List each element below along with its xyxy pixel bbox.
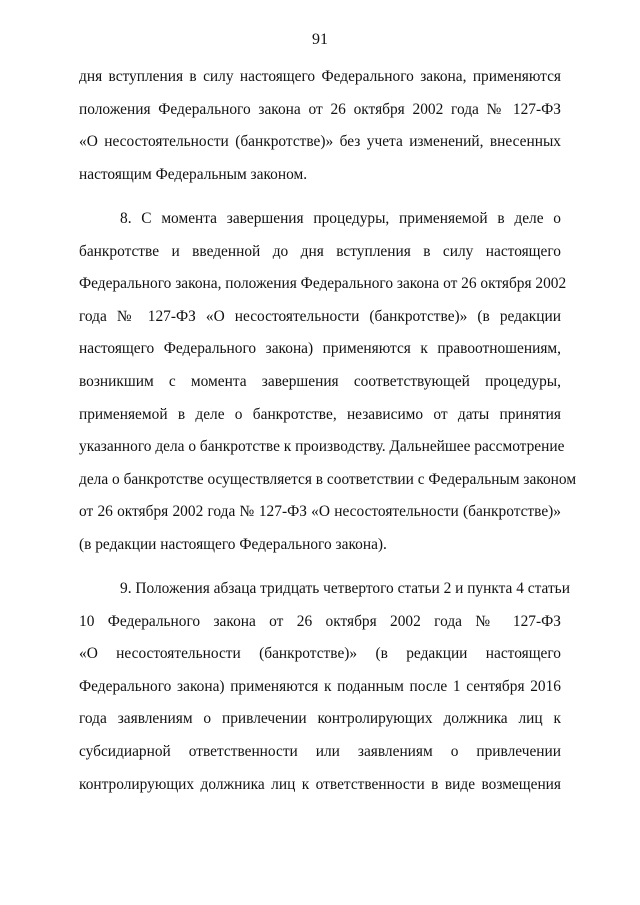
- text-line: субсидиарной ответственности или заявлениям о привлечении: [79, 743, 561, 760]
- text-line: 10 Федерального закона от 26 октября 2002 года № 127-ФЗ: [79, 612, 561, 630]
- text-line: применяемой в деле о банкротстве, независимо от даты принятия: [79, 405, 561, 423]
- text-line: года № 127-ФЗ «О несостоятельности (банкротстве)» (в редакции: [79, 307, 561, 325]
- text-line: «О несостоятельности (банкротстве)» без учета изменений, внесенных: [79, 133, 561, 151]
- text-line: настоящего Федерального закона) применяются к правоотношениям,: [79, 340, 561, 358]
- text-line: положения Федерального закона от 26 октября 2002 года № 127-ФЗ: [79, 100, 561, 118]
- text-line: настоящим Федеральным законом.: [79, 165, 308, 183]
- text-line: (в редакции настоящего Федерального закона).: [79, 535, 387, 553]
- text-line: от 26 октября 2002 года № 127-ФЗ «О несостоятельности (банкротстве)»: [79, 503, 561, 521]
- text-line: 9. Положения абзаца тридцать четвертого статьи 2 и пункта 4 статьи: [120, 580, 570, 598]
- text-line: контролирующих должника лиц к ответственности в виде возмещения: [79, 775, 561, 793]
- text-line: года заявлениям о привлечении контролирующих должника лиц к: [79, 710, 561, 728]
- text-line: Федерального закона) применяются к поданным после 1 сентября 2016: [79, 677, 561, 695]
- text-line: банкротстве и введенной до дня вступления в силу настоящего: [79, 242, 561, 260]
- text-line: «О несостоятельности (банкротстве)» (в редакции настоящего: [79, 645, 561, 663]
- text-line: дела о банкротстве осуществляется в соответствии с Федеральным законом: [79, 470, 577, 488]
- page-number: 91: [312, 31, 328, 48]
- text-line: указанного дела о банкротстве к производству. Дальнейшее рассмотрение: [79, 438, 565, 456]
- text-line: Федерального закона, положения Федерального закона от 26 октября 2002: [79, 275, 567, 293]
- text-line: дня вступления в силу настоящего Федерального закона, применяются: [79, 68, 561, 85]
- text-line: 8. С момента завершения процедуры, применяемой в деле о: [120, 210, 561, 228]
- text-line: возникшим с момента завершения соответствующей процедуры,: [79, 372, 561, 390]
